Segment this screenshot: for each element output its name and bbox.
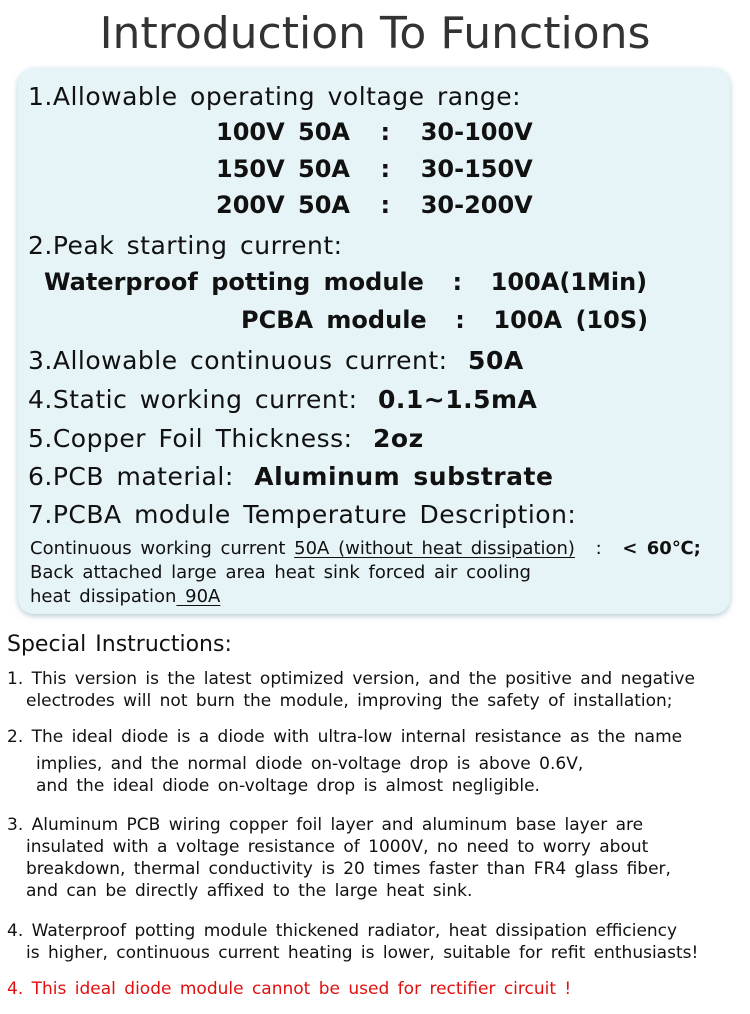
special-item-1 — [7, 668, 695, 712]
voltage-separator: : — [380, 155, 391, 183]
peak-separator: : — [455, 306, 465, 334]
pcb-material-value: Aluminum substrate — [254, 462, 554, 491]
special-item-line: breakdown, thermal conductivity is 20 times faster than FR4 glass fiber, — [26, 859, 671, 879]
voltage-row-150v — [216, 157, 533, 181]
peak-module-name: Waterproof potting module — [44, 268, 424, 296]
special-item-3 — [7, 814, 671, 902]
temperature-line-1-underlined: 50A (without heat dissipation) — [294, 538, 575, 559]
temperature-line-3 — [30, 588, 220, 606]
static-current-value: 0.1~1.5mA — [377, 385, 538, 414]
peak-row-pcba — [241, 308, 648, 332]
peak-module-name: PCBA module — [241, 306, 427, 334]
peak-separator: : — [452, 268, 463, 296]
temperature-limit-value: < 60℃; — [622, 538, 701, 559]
voltage-separator: : — [380, 118, 391, 146]
voltage-range-value: 30-200V — [420, 191, 533, 219]
copper-thickness-label: 5.Copper Foil Thickness: — [28, 424, 353, 453]
special-item-2 — [7, 726, 682, 797]
temperature-line-2: Back attached large area heat sink forced air cooling — [30, 562, 531, 583]
voltage-range-value: 30-150V — [420, 155, 533, 183]
temperature-label: 7.PCBA module Temperature Description: — [28, 500, 577, 529]
voltage-row-100v — [216, 120, 533, 144]
special-item-line: 3. Aluminum PCB wiring copper foil layer and aluminum base layer are — [7, 815, 644, 835]
continuous-current-label: 3.Allowable continuous current: — [28, 346, 448, 375]
special-item-warning — [7, 978, 571, 1000]
static-current-row — [28, 387, 537, 412]
temperature-line-1-prefix: Continuous working current — [30, 538, 295, 559]
warning-line: 4. This ideal diode module cannot be used for rectifier circuit ! — [7, 979, 572, 999]
special-item-line: 1. This version is the latest optimized version, and the positive and negative — [7, 669, 695, 689]
temperature-line-1 — [30, 540, 701, 558]
voltage-model: 150V 50A — [216, 155, 350, 183]
special-item-line: electrodes will not burn the module, improving the safety of installation; — [26, 691, 673, 711]
static-current-label: 4.Static working current: — [28, 385, 358, 414]
special-item-4 — [7, 920, 698, 964]
special-item-line: and the ideal diode on-voltage drop is almost negligible. — [36, 776, 540, 796]
special-item-line: 2. The ideal diode is a diode with ultra-low internal resistance as the name — [7, 727, 683, 747]
voltage-range-value: 30-100V — [420, 118, 533, 146]
peak-row-waterproof — [44, 270, 647, 294]
pcb-material-row — [28, 464, 553, 489]
temperature-line-3-underlined: 90A — [176, 586, 221, 607]
pcb-material-label: 6.PCB material: — [28, 462, 234, 491]
copper-thickness-value: 2oz — [373, 424, 424, 453]
copper-thickness-row — [28, 426, 424, 451]
continuous-current-row — [28, 348, 524, 373]
voltage-row-200v — [216, 193, 533, 217]
peak-value: 100A (10S) — [493, 306, 649, 334]
special-item-line: implies, and the normal diode on-voltage drop is above 0.6V, — [36, 754, 584, 774]
special-item-line: and can be directly affixed to the large heat sink. — [26, 881, 473, 901]
peak-value: 100A(1Min) — [490, 268, 648, 296]
temperature-separator: : — [595, 538, 602, 559]
voltage-model: 100V 50A — [216, 118, 350, 146]
voltage-model: 200V 50A — [216, 191, 350, 219]
peak-current-label: 2.Peak starting current: — [28, 231, 343, 260]
page-title: Introduction To Functions — [99, 8, 651, 59]
special-item-line: insulated with a voltage resistance of 1000V, no need to worry about — [26, 837, 649, 857]
functions-panel — [18, 68, 730, 614]
voltage-range-label: 1.Allowable operating voltage range: — [28, 82, 522, 111]
continuous-current-value: 50A — [468, 346, 524, 375]
special-item-line: 4. Waterproof potting module thickened radiator, heat dissipation efficiency — [7, 921, 678, 941]
special-instructions-title: Special Instructions: — [7, 632, 232, 657]
voltage-separator: : — [380, 191, 391, 219]
temperature-line-3-prefix: heat dissipation — [30, 586, 177, 607]
special-item-line: is higher, continuous current heating is lower, suitable for refit enthusiasts! — [26, 943, 699, 963]
